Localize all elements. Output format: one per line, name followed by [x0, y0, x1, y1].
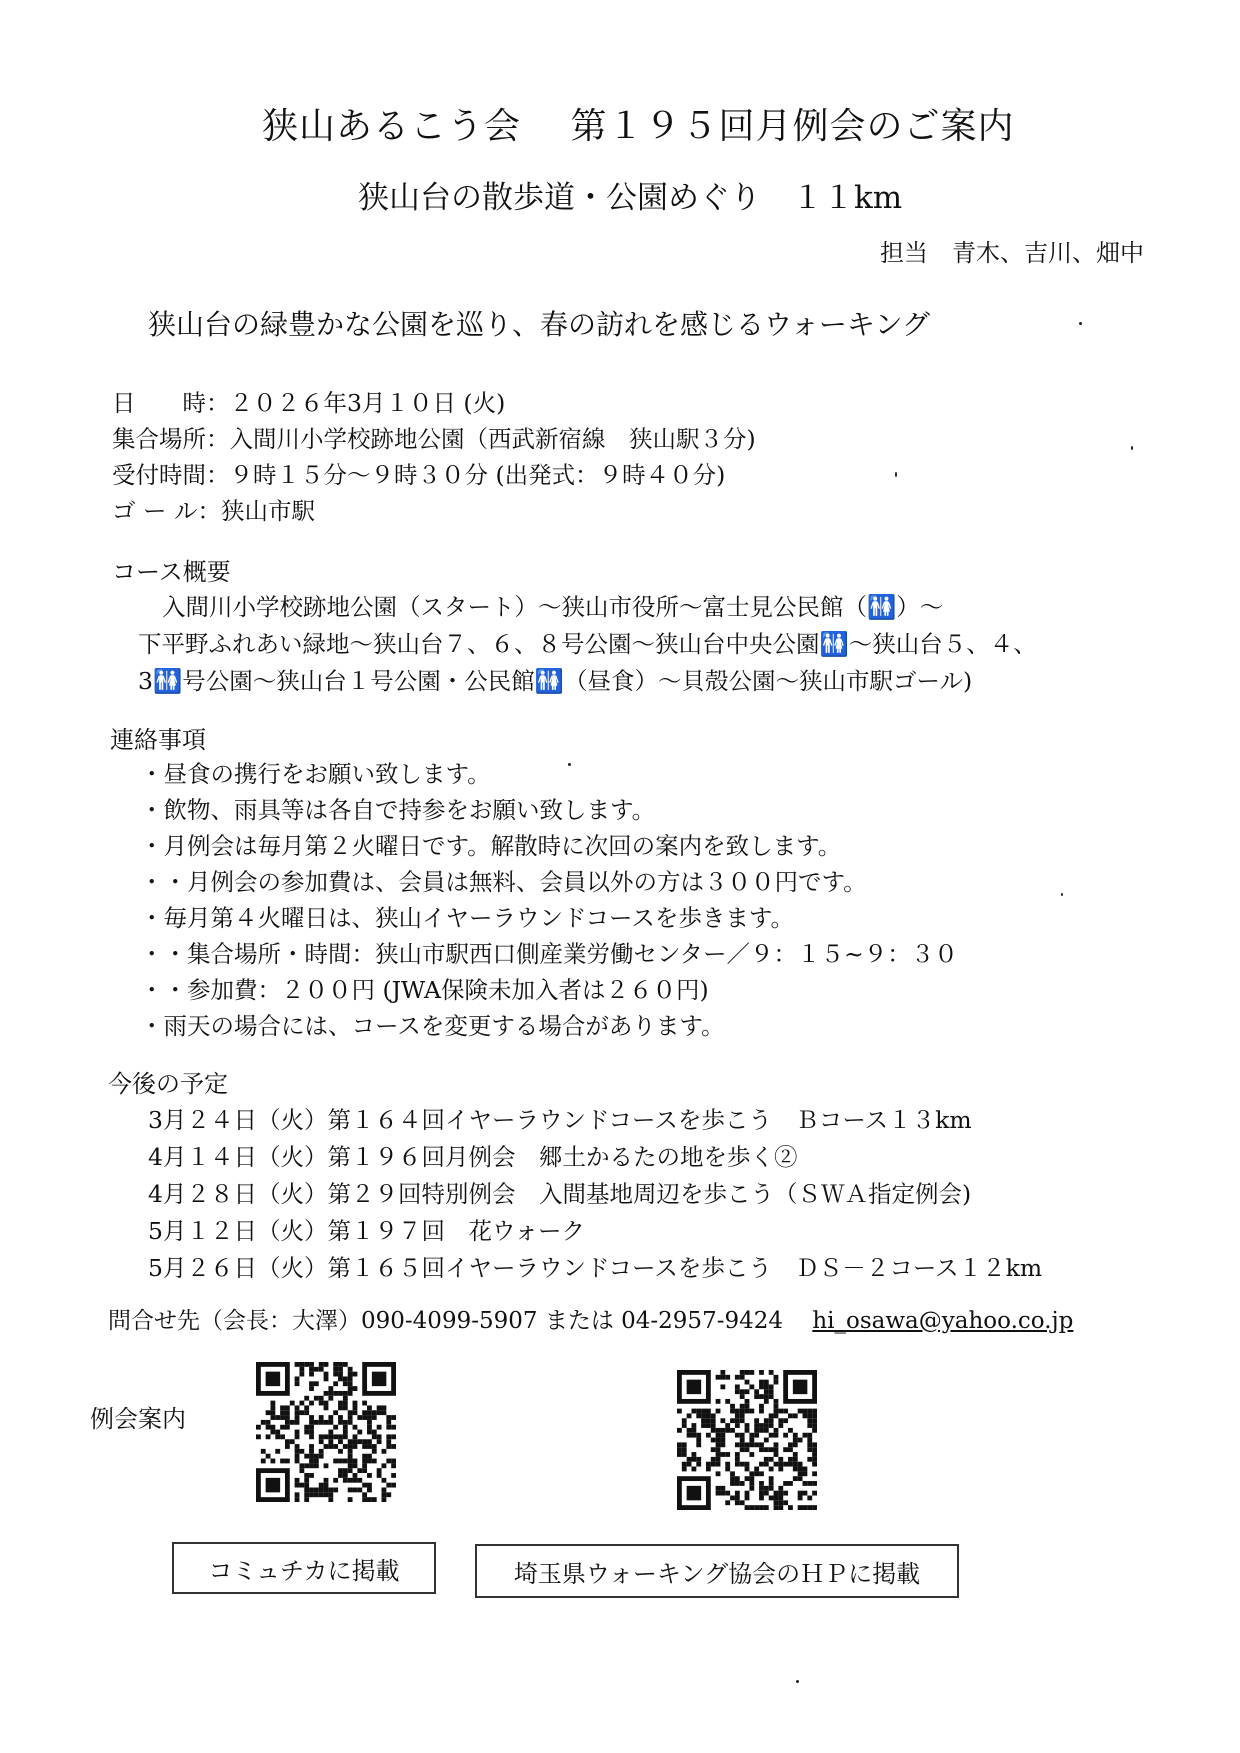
scan-speck: [1079, 322, 1082, 325]
note-item: ・飲物、雨具等は各自で持参をお願い致します。: [140, 796, 656, 824]
saitama-walking-hp-box: [475, 1544, 959, 1598]
qr-code-left[interactable]: [256, 1362, 396, 1502]
info-row-goal: [112, 492, 315, 526]
staff-in-charge: 担当 青木、吉川、畑中: [880, 239, 1144, 267]
course-line: 3🚻号公園～狭山台１号公園・公民館🚻（昼食）～貝殻公園～狭山市駅ゴール): [138, 667, 973, 695]
qr-label: 例会案内: [90, 1405, 186, 1433]
note-item: ・月例会は毎月第２火曜日です。解散時に次回の案内を致します。: [140, 832, 842, 860]
info-label: 日 時：: [112, 389, 230, 417]
lead-sentence: 狭山台の緑豊かな公園を巡り、春の訪れを感じるウォーキング: [148, 308, 931, 341]
contact-line: [108, 1302, 1073, 1335]
schedule-item: 3月２４日（火）第１６４回イヤーラウンドコースを歩こう Ｂコース１３km: [148, 1106, 972, 1134]
contact-text: 問合せ先（会長：大澤）090-4099-5907 または 04-2957-9424: [108, 1308, 784, 1334]
info-label: ゴ ー ル：: [112, 497, 221, 525]
info-label: 集合場所：: [112, 425, 230, 453]
schedule-item: 5月１２日（火）第１９７回 花ウォーク: [148, 1217, 586, 1245]
note-item: ・毎月第４火曜日は、狭山イヤーラウンドコースを歩きます。: [140, 904, 795, 932]
info-row-meeting-place: [112, 420, 756, 454]
schedule-item: 4月２８日（火）第２９回特別例会 入間基地周辺を歩こう（ＳＷＡ指定例会): [148, 1180, 972, 1208]
info-row-datetime: [112, 384, 505, 418]
communica-posting-box: [172, 1542, 436, 1594]
note-item: ・・月例会の参加費は、会員は無料、会員以外の方は３００円です。: [140, 868, 867, 896]
note-item: ・・参加費：２００円 (JWA保険未加入者は２６０円): [140, 976, 709, 1004]
scan-speck: [568, 763, 571, 766]
info-value: ９時１５分～９時３０分 (出発式：９時４０分): [229, 461, 726, 489]
scan-speck: [1131, 446, 1133, 450]
scan-speck: [895, 472, 897, 477]
note-item: ・雨天の場合には、コースを変更する場合があります。: [140, 1012, 725, 1040]
info-value: 入間川小学校跡地公園（西武新宿線 狭山駅３分): [229, 425, 756, 453]
qr-code-right[interactable]: [677, 1370, 817, 1510]
info-label: 受付時間：: [112, 461, 230, 489]
course-line: 下平野ふれあい緑地～狭山台７、６、８号公園～狭山台中央公園🚻～狭山台５、４、: [138, 630, 1037, 658]
info-row-reception: [112, 456, 725, 490]
note-item: ・昼食の携行をお願い致します。: [140, 760, 491, 788]
box-label: コミュチカに掲載: [208, 1556, 400, 1585]
course-subtitle: 狭山台の散歩道・公園めぐり １１km: [358, 180, 903, 216]
schedule-item: 4月１４日（火）第１９６回月例会 郷土かるたの地を歩く②: [148, 1143, 798, 1171]
box-label: 埼玉県ウォーキング協会のＨＰに掲載: [513, 1559, 921, 1588]
course-heading: コース概要: [112, 558, 231, 586]
scan-speck: [1061, 893, 1063, 896]
schedule-heading: 今後の予定: [108, 1070, 228, 1098]
info-value: ２０２６年3月１０日 (火): [229, 389, 506, 417]
schedule-item: 5月２６日（火）第１６５回イヤーラウンドコースを歩こう ＤＳ－２コース１２km: [148, 1254, 1043, 1282]
scan-speck: [796, 1680, 799, 1683]
course-line: 入間川小学校跡地公園（スタート）～狭山市役所～富士見公民館（🚻）～: [162, 593, 944, 621]
notes-heading: 連絡事項: [110, 726, 206, 754]
document-title: 狭山あるこう会 第１９５回月例会のご案内: [262, 106, 1015, 147]
contact-email-link[interactable]: hi_osawa@yahoo.co.jp: [812, 1308, 1074, 1334]
note-item: ・・集合場所・時間：狭山市駅西口側産業労働センター／９：１５~９：３０: [140, 940, 958, 968]
info-value: 狭山市駅: [220, 497, 315, 525]
